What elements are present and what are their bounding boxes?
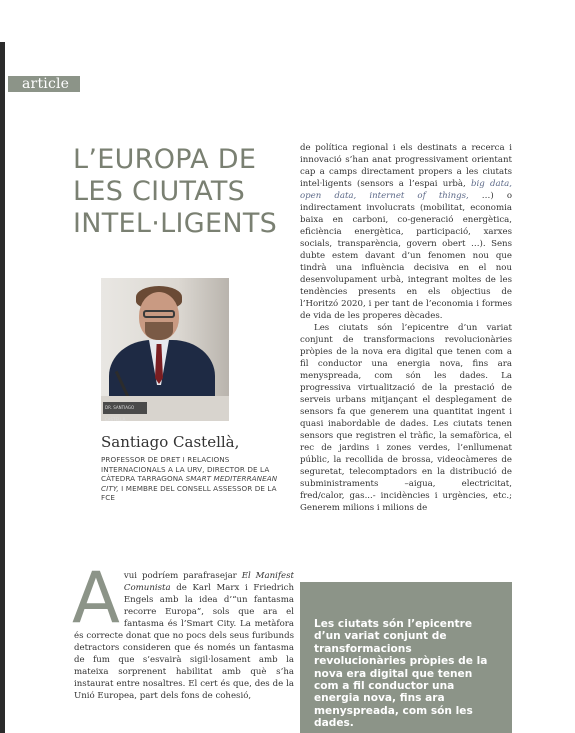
author-photo — [101, 278, 229, 421]
section-label: article — [8, 76, 80, 92]
body-paragraph-2: Les ciutats són l’epicentre d’un variat conjunt de transformacions revolucionàries pròpies de la nova era digital que tenen com a fil conductor una energia nova, fins ara menyspreada, com són les dades. La progressiva virtualització de la prestació de serveis urbans mitjançant el desplegament de sensors fa que generem una quantitat ingent i quasi inabordable de dades. Les ciutats tenen sensors que registren el tràfic, la semafòrica, el rec de jardins i zones verdes, l’enllumenat públic, la recollida de brossa, videocàmeres de seguretat, telecomptadors en la distribució de subministraments –aigua, electricitat, fred/calor, gas...- incidències i urgències, etc.; Generem milions i milions de — [300, 323, 512, 513]
author-name: Santiago Castellà, — [101, 433, 240, 451]
body-column — [300, 142, 512, 514]
drop-cap: A — [72, 557, 120, 639]
pull-quote — [300, 582, 512, 733]
author-bio: PROFESSOR DE DRET I RELACIONS INTERNACIONALS A LA URV, DIRECTOR DE LA CÀTEDRA TARRAGONA SMART MEDITERRANEAN CITY, I MEMBRE DEL CONSELL ASSESSOR DE LA FCE — [101, 455, 278, 503]
article-title: L’EUROPA DE LES CIUTATS INTEL·LIGENTS — [73, 144, 278, 239]
margin-rule — [0, 42, 5, 733]
photo-nameplate: DR. SANTIAGO CASTELLÀ — [103, 402, 147, 414]
body-paragraph-1: de política regional i els destinats a recerca i innovació s’han anat progressivament orientant cap a camps directament propers a les ciutats intel·ligents (sensors a l’espai urbà, big data, open data, internet of things, …) o indirectament involucrats (mobilitat, economia baixa en carboni, co-generació energètica, eficiència energètica, participació, xarxes socials, transparència, govern obert …). Sens dubte estem davant d’un fenomen nou que tindrà una influència decisiva en el nou desenvolupament urbà, integrant moltes de les tendències presents en els objectius de l’Horitzó 2020, i per tant de l’economia i formes de vida de les properes dècades. — [300, 143, 512, 321]
pull-quote-text: Les ciutats són l’epicentre d’un variat conjunt de transformacions revolucionàries pròpies de la nova era digital que tenen com a fil conductor una energia nova, fins ara menyspreada, com són les dades. — [314, 618, 488, 730]
intro-paragraph: Avui podríem parafrasejar El Manifest Comunista de Karl Marx i Friedrich Engels amb la idea d’“un fantasma recorre Europa”, sols que ara el fantasma és l’Smart City. La metàfora és correcte donat que no pocs dels seus furibunds detractors consideren que és només un fantasma de fum que s’esvairà sigil·losament amb la mateixa sorprenent habilitat amb què s’ha instaurat entre nosaltres. El cert és que, des de la Unió Europea, part dels fons de cohesió, — [72, 557, 294, 701]
